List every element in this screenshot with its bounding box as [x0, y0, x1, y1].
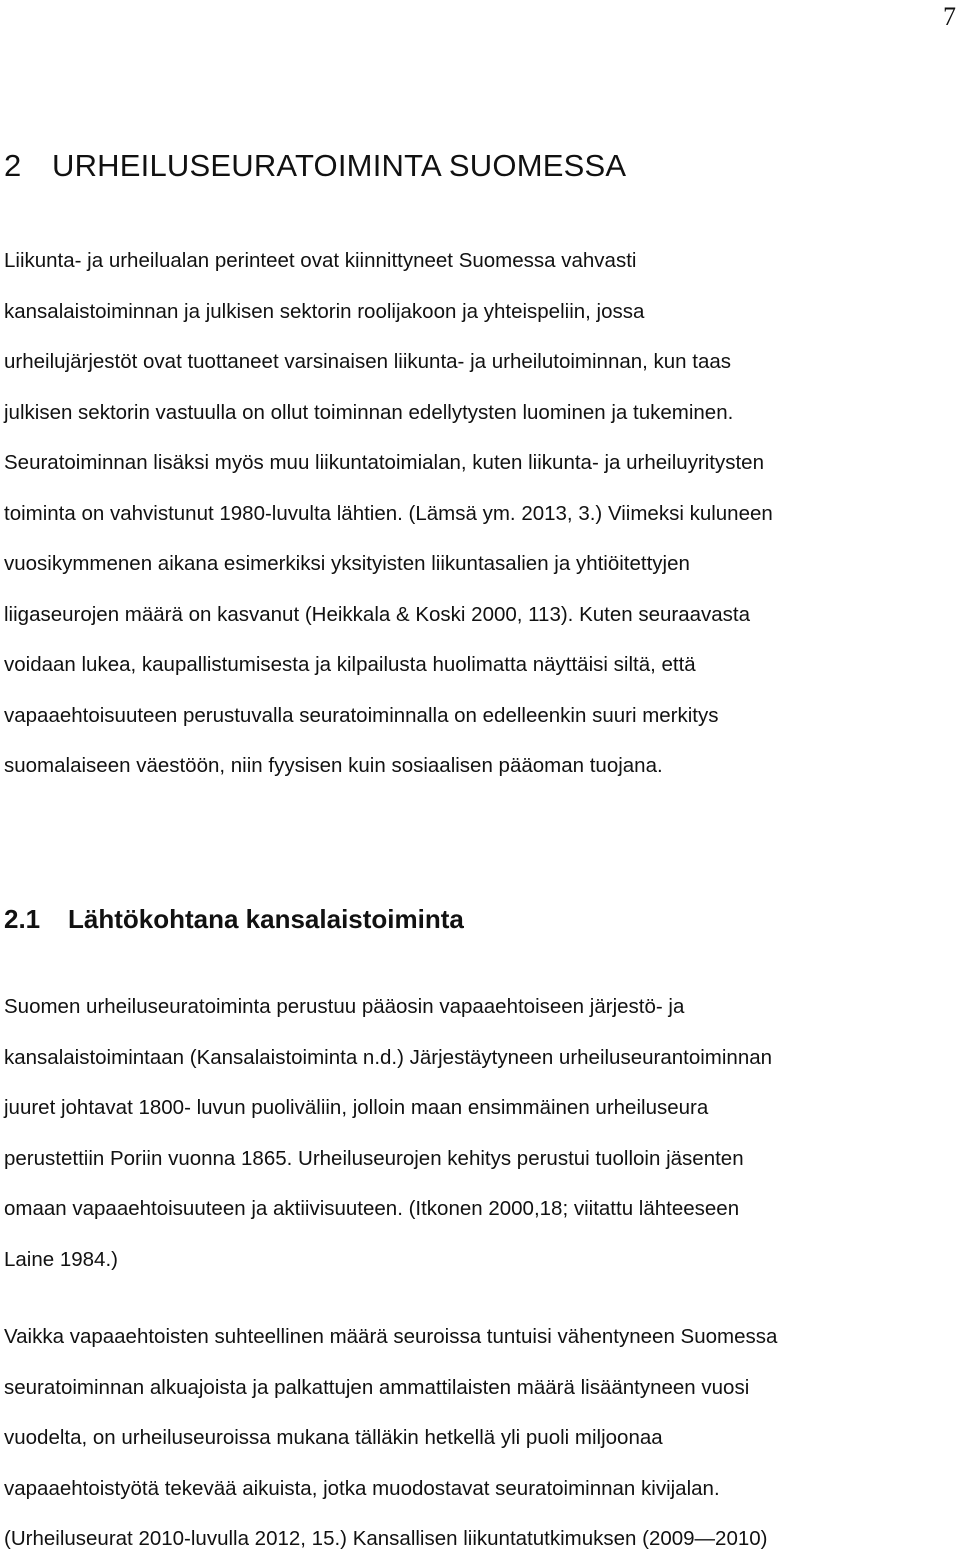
- text-line: Suomen urheiluseuratoiminta perustuu pääosin vapaaehtoiseen järjestö- ja: [4, 995, 685, 1018]
- text-line: urheilujärjestöt ovat tuottaneet varsinaisen liikunta- ja urheilutoiminnan, kun taas: [4, 350, 732, 373]
- text-line: toiminta on vahvistunut 1980-luvulta lähtien. (Lämsä ym. 2013, 3.) Viimeksi kuluneen: [4, 501, 773, 525]
- text-line: vuodelta, on urheiluseuroissa mukana tälläkin hetkellä yli puoli miljoonaa: [4, 1426, 663, 1449]
- text-line: liigaseurojen määrä on kasvanut (Heikkala & Koski 2000, 113). Kuten seuraavasta: [4, 602, 751, 626]
- text-line: Liikunta- ja urheilualan perinteet ovat kiinnittyneet Suomessa vahvasti: [4, 249, 637, 272]
- paragraph-intro: [4, 236, 773, 792]
- text-line: (Urheiluseurat 2010-luvulla 2012, 15.) Kansallisen liikuntatutkimuksen (2009—2010): [4, 1527, 768, 1550]
- section-title: Lähtökohtana kansalaistoiminta: [68, 904, 464, 934]
- text-line: voidaan lukea, kaupallistumisesta ja kilpailusta huolimatta näyttäisi siltä, että: [4, 653, 696, 676]
- text-line: suomalaiseen väestöön, niin fyysisen kuin sosiaalisen pääoman tuojana.: [4, 754, 663, 777]
- text-line: vapaaehtoistyötä tekevää aikuista, jotka muodostavat seuratoiminnan kivijalan.: [4, 1476, 720, 1500]
- paragraph-history: [4, 982, 772, 1285]
- text-line: juuret johtavat 1800- luvun puoliväliin, jolloin maan ensimmäinen urheiluseura: [4, 1096, 709, 1119]
- text-line: julkisen sektorin vastuulla on ollut toiminnan edellytysten luominen ja tukeminen.: [4, 400, 734, 424]
- paragraph-volunteers: [4, 1312, 777, 1565]
- text-line: vapaaehtoisuuteen perustuvalla seuratoiminnalla on edelleenkin suuri merkitys: [4, 703, 719, 727]
- section-heading: [4, 904, 464, 935]
- text-line: Laine 1984.): [4, 1247, 118, 1271]
- section-number: 2.1: [4, 904, 41, 934]
- text-line: vuosikymmenen aikana esimerkiksi yksityisten liikuntasalien ja yhtiöitettyjen: [4, 552, 690, 575]
- page-number: 7: [943, 2, 956, 31]
- text-line: Vaikka vapaaehtoisten suhteellinen määrä seuroissa tuntuisi vähentyneen Suomessa: [4, 1325, 778, 1348]
- text-line: seuratoiminnan alkuajoista ja palkattujen ammattilaisten määrä lisääntyneen vuosi: [4, 1375, 750, 1399]
- chapter-number: 2: [4, 148, 22, 183]
- text-line: Seuratoiminnan lisäksi myös muu liikuntatoimialan, kuten liikunta- ja urheiluyritysten: [4, 451, 764, 474]
- text-line: kansalaistoiminnan ja julkisen sektorin roolijakoon ja yhteispeliin, jossa: [4, 299, 645, 323]
- chapter-heading: [4, 148, 626, 184]
- text-line: omaan vapaaehtoisuuteen ja aktiivisuuteen. (Itkonen 2000,18; viitattu lähteeseen: [4, 1197, 740, 1220]
- text-line: perustettiin Poriin vuonna 1865. Urheiluseurojen kehitys perustui tuolloin jäsenten: [4, 1146, 744, 1170]
- text-line: kansalaistoimintaan (Kansalaistoiminta n.d.) Järjestäytyneen urheiluseurantoiminnan: [4, 1045, 773, 1069]
- chapter-title: URHEILUSEURATOIMINTA SUOMESSA: [52, 148, 627, 183]
